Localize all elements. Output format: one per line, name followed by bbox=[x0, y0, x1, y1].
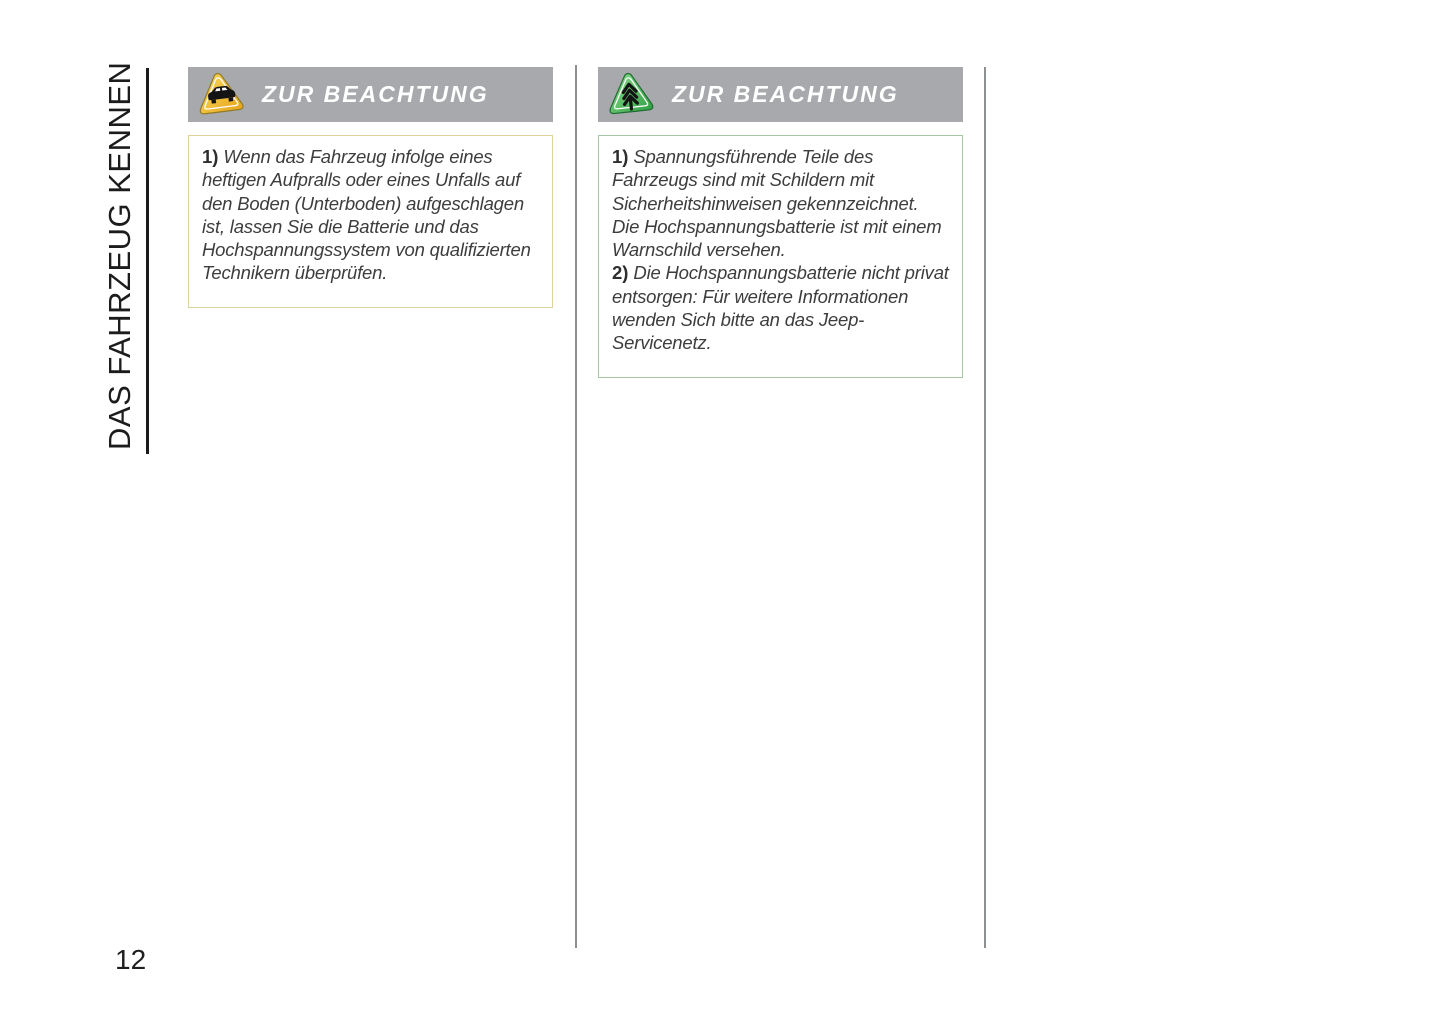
note-paragraph: 2) Die Hochspannungsbatterie nicht privat entsorgen: Für weitere Informationen wenden Sich bitte an das Jeep-Servicenetz. bbox=[612, 262, 949, 354]
page-edge-divider bbox=[984, 67, 986, 948]
warning-note-box bbox=[188, 135, 553, 308]
environment-note-box bbox=[598, 135, 963, 378]
notice-header-right bbox=[598, 67, 963, 122]
note-paragraph: 1) Spannungsführende Teile des Fahrzeugs sind mit Schildern mit Sicherheitshinweisen gekennzeichnet. Die Hochspannungsbatterie ist mit einem Warnschild versehen. bbox=[612, 146, 942, 261]
tree-environment-triangle-icon bbox=[605, 70, 655, 120]
notice-column-right bbox=[598, 67, 963, 378]
notice-header-label: ZUR BEACHTUNG bbox=[672, 81, 899, 107]
notice-header-left bbox=[188, 67, 553, 122]
column-divider bbox=[575, 65, 577, 948]
note-paragraph: 1) Wenn das Fahrzeug infolge eines heftigen Aufpralls oder eines Unfalls auf den Boden (Unterboden) aufgeschlagen ist, lassen Sie die Batterie und das Hochspannungssystem von qualifizierten Technikern überprüfen. bbox=[202, 146, 531, 284]
notice-header-label: ZUR BEACHTUNG bbox=[262, 81, 489, 107]
chapter-title-vertical: DAS FAHRZEUG KENNEN bbox=[102, 61, 137, 450]
notice-column-left bbox=[188, 67, 553, 308]
page-number: 12 bbox=[115, 944, 147, 975]
car-warning-triangle-icon bbox=[195, 70, 245, 120]
chapter-title-rule bbox=[146, 68, 149, 454]
